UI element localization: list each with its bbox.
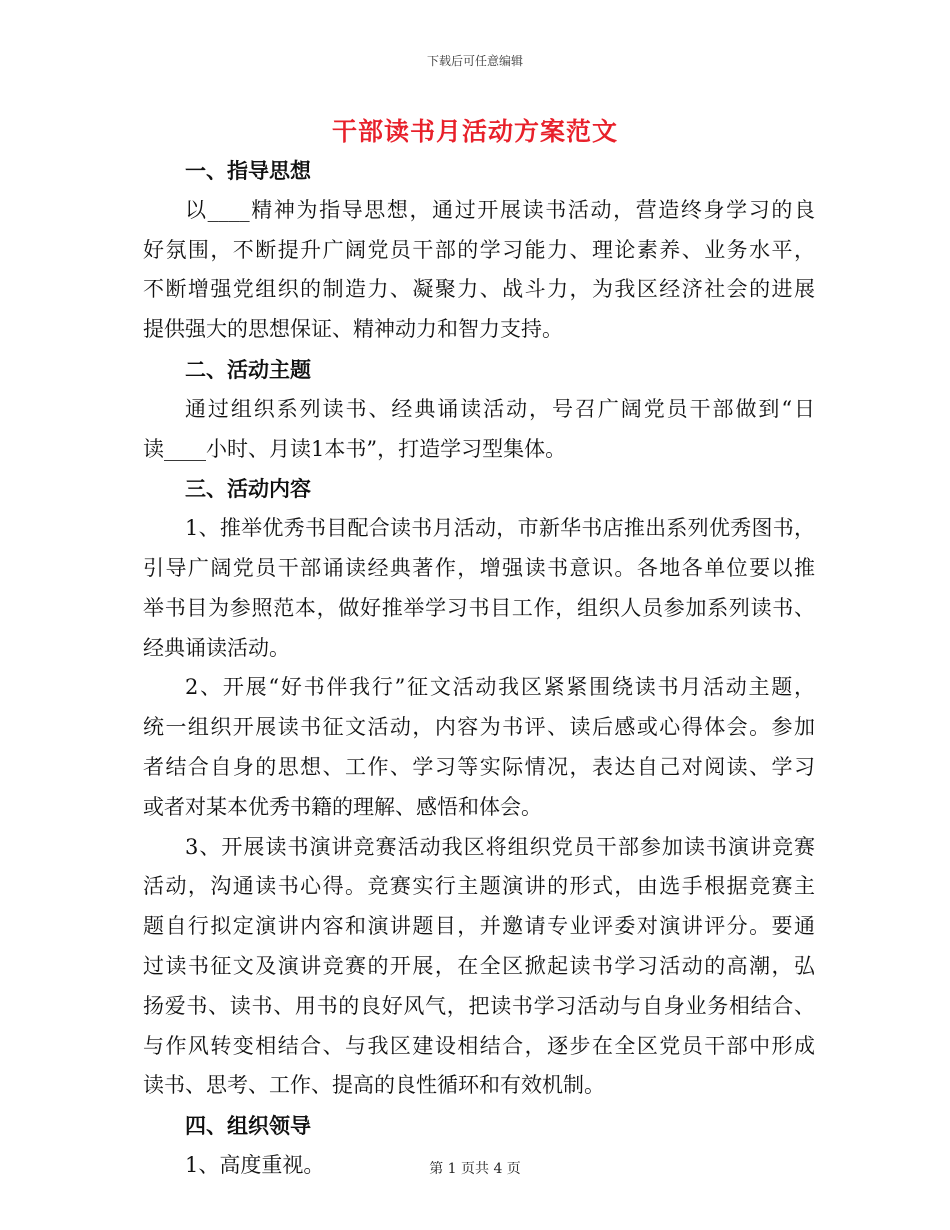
paragraph-line: 读书、思考、工作、提高的良性循环和有效机制。 bbox=[143, 1073, 605, 1098]
paragraph-first-line: 1、高度重视。 bbox=[185, 1152, 325, 1177]
paragraph-first-line: 通过组织系列读书、经典诵读活动，号召广阔党员干部做到“日 bbox=[185, 396, 815, 421]
paragraph-line: 过读书征文及演讲竞赛的开展，在全区掀起读书学习活动的高潮，弘 bbox=[143, 953, 815, 978]
page-footer: 第 1 页共 4 页 bbox=[429, 1161, 521, 1177]
section-heading: 二、活动主题 bbox=[185, 356, 311, 382]
paragraph-line: 者结合自身的思想、工作、学习等实际情况，表达自己对阅读、学习 bbox=[143, 754, 815, 779]
paragraph-first-line: 1、推举优秀书目配合读书月活动，市新华书店推出系列优秀图书， bbox=[185, 516, 815, 541]
paragraph-line: 题自行拟定演讲内容和演讲题目，并邀请专业评委对演讲评分。要通 bbox=[143, 914, 815, 939]
paragraph-line: 不断增强党组织的制造力、凝聚力、战斗力，为我区经济社会的进展 bbox=[143, 277, 815, 302]
paragraph-line: 好氛围，不断提升广阔党员干部的学习能力、理论素养、业务水平， bbox=[143, 237, 815, 262]
header-note: 下载后可任意编辑 bbox=[426, 54, 523, 68]
section-heading: 三、活动内容 bbox=[185, 476, 311, 502]
paragraph-first-line: 以____精神为指导思想，通过开展读书活动，营造终身学习的良 bbox=[185, 197, 815, 222]
paragraph-first-line: 3、开展读书演讲竞赛活动我区将组织党员干部参加读书演讲竞赛 bbox=[185, 834, 815, 859]
paragraph-line: 引导广阔党员干部诵读经典著作，增强读书意识。各地各单位要以推 bbox=[143, 555, 815, 580]
paragraph-line: 提供强大的思想保证、精神动力和智力支持。 bbox=[143, 317, 563, 342]
paragraph-line: 统一组织开展读书征文活动，内容为书评、读后感或心得体会。参加 bbox=[143, 715, 815, 740]
section-heading: 四、组织领导 bbox=[185, 1113, 311, 1139]
paragraph-line: 或者对某本优秀书籍的理解、感悟和体会。 bbox=[143, 794, 542, 819]
paragraph-line: 与作风转变相结合、与我区建设相结合，逐步在全区党员干部中形成 bbox=[143, 1033, 815, 1058]
document-body bbox=[143, 151, 815, 1186]
paragraph-line: 读____小时、月读1本书”，打造学习型集体。 bbox=[143, 436, 567, 461]
paragraph-line: 经典诵读活动。 bbox=[143, 635, 290, 660]
paragraph-line: 活动，沟通读书心得。竞赛实行主题演讲的形式，由选手根据竞赛主 bbox=[143, 874, 815, 899]
section-heading: 一、指导思想 bbox=[185, 158, 311, 183]
paragraph-first-line: 2、开展“好书伴我行”征文活动我区紧紧围绕读书月活动主题， bbox=[185, 675, 815, 700]
paragraph-line: 扬爱书、读书、用书的良好风气，把读书学习活动与自身业务相结合、 bbox=[143, 993, 815, 1018]
document-title: 干部读书月活动方案范文 bbox=[331, 117, 618, 146]
paragraph-line: 举书目为参照范本，做好推举学习书目工作，组织人员参加系列读书、 bbox=[143, 595, 815, 620]
